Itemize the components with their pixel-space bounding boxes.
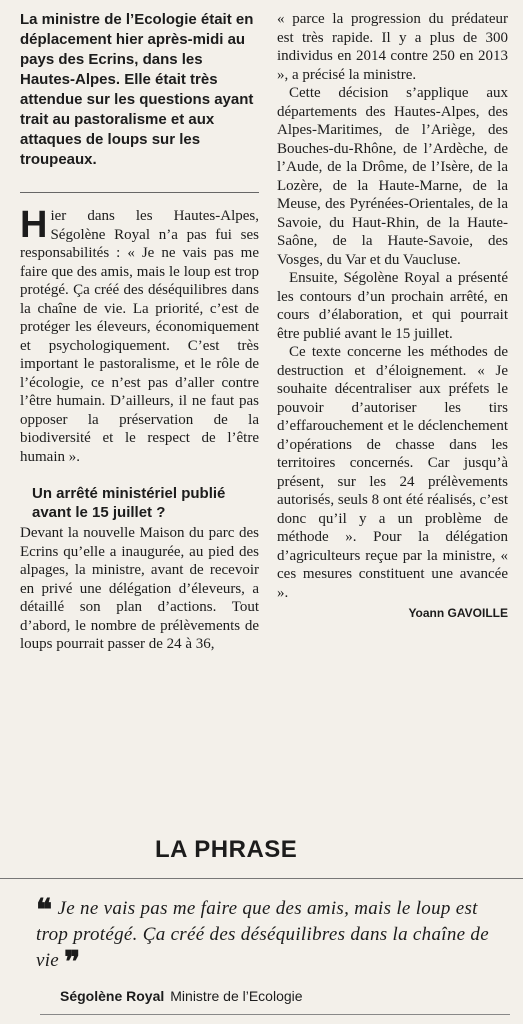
open-quote-icon: ❝	[36, 893, 53, 928]
phrase-heading: LA PHRASE	[155, 836, 298, 863]
article-paragraph-5: Ce texte concerne les méthodes de destruction et d’éloignement. « Je souhaite décentraliser aux préfets le pouvoir d’autoriser les tirs d’effarouchement et le déclenchement d’opérations de chasse dans les territoires concernés. Car jusqu’à présent, sur les 24 prélèvements autorisés, seuls 8 ont été réalisés, c’est donc qu’il y a un problème de méthode ». Pour la délégation d’agriculteurs reçue par la ministre, « ces mesures constituent une avancée ».	[277, 344, 508, 601]
close-quote-icon: ❞	[64, 945, 81, 980]
right-column	[277, 10, 508, 620]
quote-author: Ségolène Royal	[60, 988, 165, 1004]
quote-body: Je ne vais pas me faire que des amis, mais le loup est trop protégé. Ça créé des déséquilibres dans la chaîne de vie	[36, 898, 489, 971]
quote-attribution	[60, 988, 303, 1004]
article-paragraph-4: Ensuite, Ségolène Royal a présenté les contours d’un prochain arrêté, en cours d’élaboration, et qui pourrait être publié avant le 15 juillet.	[277, 270, 508, 342]
chapeau-divider	[20, 192, 259, 193]
article-paragraph-3: Cette décision s’applique aux départements des Hautes-Alpes, des Alpes-Maritimes, de l’Ariège, des Bouches-du-Rhône, de l’Ardèche, de l’Aude, de la Drôme, de l’Isère, de la Lozère, de la Haute-Marne, de la Meuse, des Pyrénées-Orientales, de la Savoie, du Haut-Rhin, de la Haute-Saône, de la Haute-Savoie, des Vosges, du Var et du Vaucluse.	[277, 85, 508, 268]
article-paragraph-2-continued: « parce la progression du prédateur est très rapide. Il y a plus de 300 individus en 2014 contre 250 en 2013 », a précisé la ministre.	[277, 11, 508, 83]
article-subhead: Un arrêté ministériel publié avant le 15 juillet ?	[32, 485, 226, 521]
lead-text: ier dans les Hautes-Alpes, Ségolène Royal n’a pas fui ses responsabilités : « Je ne vais pas me faire que des amis, mais le loup est trop protégé. Ça créé des déséquilibres dans la chaîne de vie. La priorité, c’est de protéger les éleveurs, économiquement et psychologiquement. C’est très important le pastoralisme, et le rôle de l’écologie, ce n’est pas d’aller contre l’être humain. D’ailleurs, il ne faut pas opposer la préservation de la biodiversité et le respect de l’être humain ».	[20, 208, 259, 465]
pull-quote-text	[36, 893, 510, 980]
article-chapeau: La ministre de l’Ecologie était en déplacement hier après-midi au pays des Ecrins, dans les Hautes-Alpes. Elle était très attendue sur les questions ayant trait au pastoralisme et aux attaques de loups sur les troupeaux.	[20, 11, 254, 168]
quote-author-role: Ministre de l’Ecologie	[170, 988, 303, 1004]
article-paragraph-2: Devant la nouvelle Maison du parc des Ecrins qu’elle a inaugurée, au pied des alpages, la ministre, avant de recevoir en privé une délégation d’éleveurs, a détaillé son plan d’actions. Tout d’abord, le nombre de prélèvements de loups pourrait passer de 24 à 36,	[20, 525, 259, 652]
pull-quote	[36, 893, 510, 980]
drop-cap: H	[20, 204, 48, 246]
article-byline: Yoann GAVOILLE	[408, 606, 508, 620]
left-column	[20, 10, 259, 654]
article-lead-paragraph	[20, 204, 259, 466]
bottom-divider	[40, 1014, 510, 1015]
phrase-divider	[0, 878, 523, 879]
